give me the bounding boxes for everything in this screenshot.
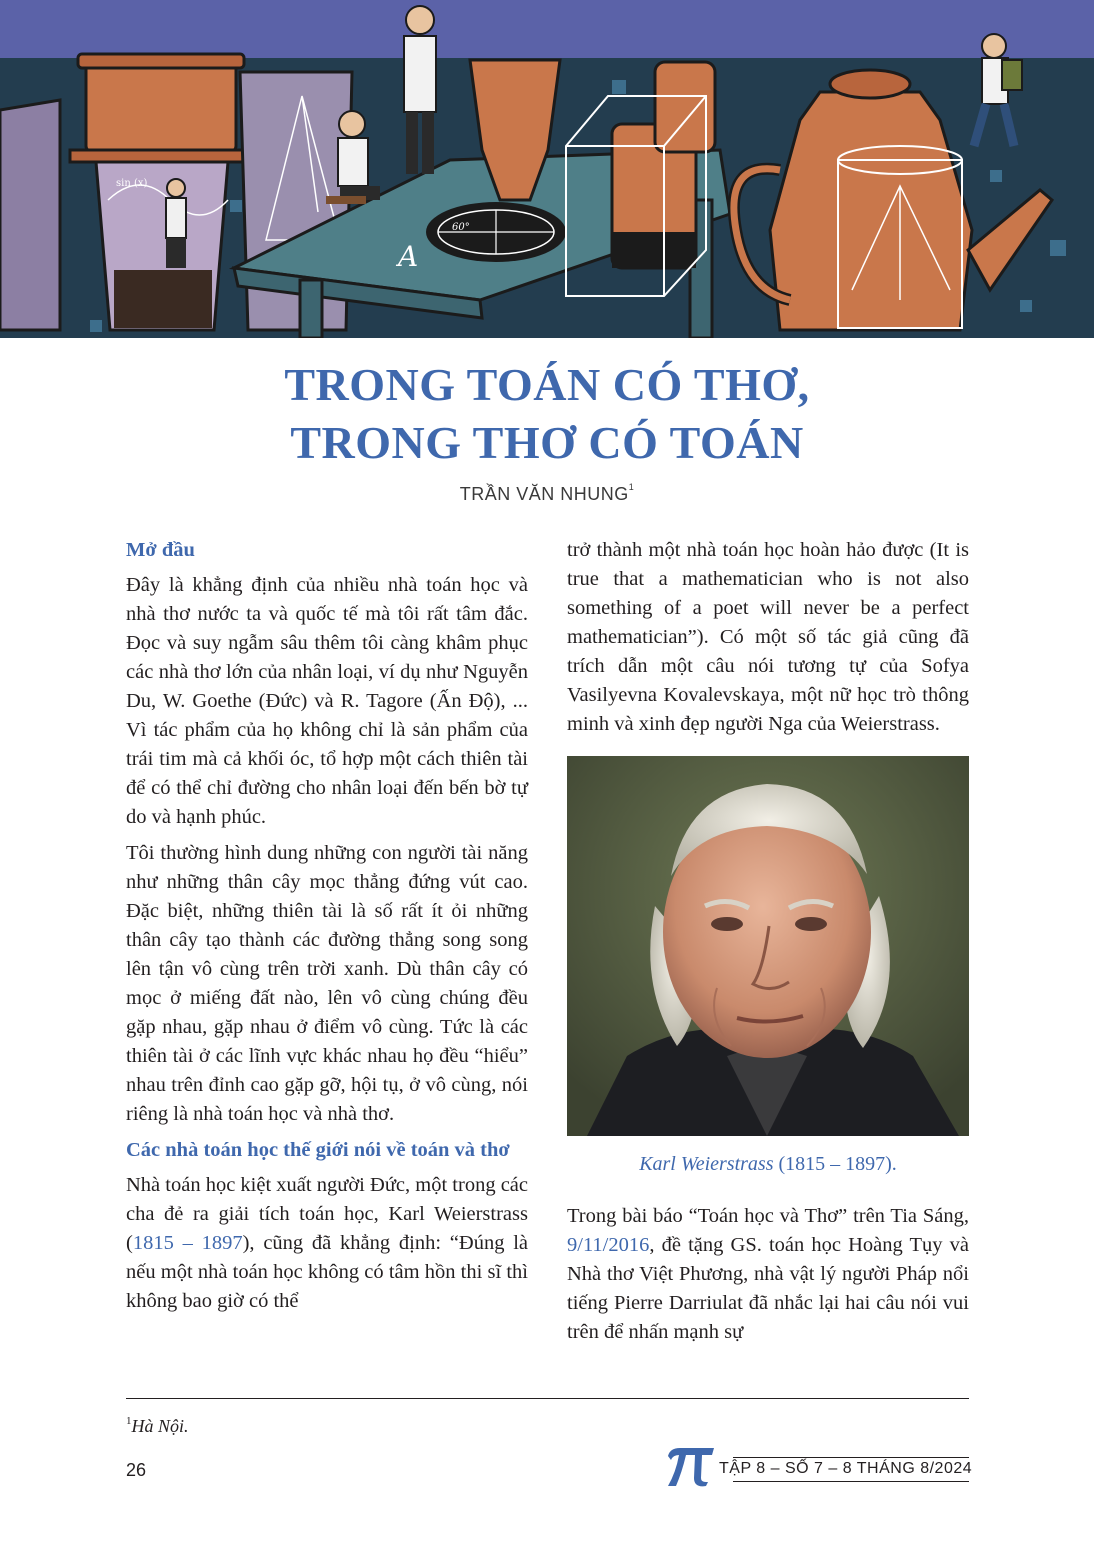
tia-sang-paragraph: [567, 1202, 969, 1347]
weierstrass-portrait: [567, 756, 969, 1136]
issue-rule-top: [733, 1457, 969, 1458]
footnote-text: Hà Nội.: [131, 1416, 189, 1436]
weierstrass-text-b: ), cũng đã khẳng định: “Đúng là nếu một nhà toán học không có tâm hồn thi sĩ thì không bao giờ có thể: [126, 1232, 529, 1312]
pi-logo-icon: [664, 1444, 716, 1488]
article-title: [0, 356, 1094, 472]
section-heading-intro: Mở đầu: [126, 539, 195, 561]
quote-continuation-paragraph: trở thành một nhà toán học hoàn hảo được (It is true that a mathematician who is not also something of a poet will never be a perfect mathematician”). Có một số tác giả cũng đã trích dẫn một câu nói tương tự của Sofya Vasilyevna Kovalevskaya, một nữ học trò thông minh và xinh đẹp người Nga của Weierstrass.: [567, 539, 969, 735]
tia-sang-text-b: , đề tặng GS. toán học Hoàng Tụy và Nhà thơ Việt Phương, nhà vật lý người Pháp nổi tiếng Pierre Darriulat đã nhắc lại hai câu nói vui trên để nhấn mạnh sự: [567, 1234, 969, 1343]
weierstrass-paragraph: [126, 1171, 528, 1316]
right-column: [567, 536, 969, 1354]
portrait-caption: [567, 1150, 969, 1178]
caption-years: (1815 – 1897).: [773, 1153, 897, 1175]
tia-sang-text-a: Trong bài báo “Toán học và Thơ” trên Tia Sáng,: [567, 1205, 969, 1227]
left-column: [126, 536, 528, 1323]
intro-paragraph-2: Tôi thường hình dung những con người tài năng như những thân cây mọc thẳng đứng vút cao. Đặc biệt, những thiên tài là số rất ít ỏi những thân cây tạo thành các đường thẳng song song lên tận vô cùng trên trời xanh. Dù thân cây có mọc ở miếng đất nào, lên vô cùng chúng đều gặp nhau, gặp nhau ở điểm vô cùng. Tức là các thiên tài ở các lĩnh vực khác nhau họ đều “hiểu” nhau trên đỉnh cao gặp gỡ, hội tụ, ở vô cùng, nói riêng là nhà toán học và nhà thơ.: [126, 842, 528, 1125]
weierstrass-text-a: Nhà toán học kiệt xuất người Đức, một trong các cha đẻ ra giải tích toán học, Karl Weierstrass (: [126, 1174, 528, 1254]
page-number: 26: [126, 1460, 147, 1480]
intro-paragraph-1: Đây là khẳng định của nhiều nhà toán học và nhà thơ nước ta và quốc tế mà tôi rất tâm đắc. Đọc và suy ngẫm sâu thêm tôi càng khâm phục các nhà thơ lớn của nhân loại, ví dụ như Nguyễn Du, W. Goethe (Đức) và R. Tagore (Ấn Độ), ... Vì tác phẩm của họ không chỉ là sản phẩm của trái tim mà cả khối óc, tổ hợp một cách thiên tài để có thể chỉ đường cho nhân loại đến bến bờ tự do và hạnh phúc.: [126, 574, 528, 828]
author-name: TRẦN VĂN NHUNG: [459, 484, 629, 504]
footnote: [126, 1416, 189, 1437]
years-link[interactable]: 1815 – 1897: [132, 1232, 243, 1254]
title-line-2: TRONG THƠ CÓ TOÁN: [290, 417, 804, 468]
date-link[interactable]: 9/11/2016: [567, 1234, 650, 1256]
issue-info: TẬP 8 – SỐ 7 – 8 THÁNG 8/2024: [719, 1460, 973, 1477]
svg-text:A: A: [398, 240, 419, 273]
section-heading-mathematicians: Các nhà toán học thế giới nói về toán và thơ: [126, 1139, 510, 1161]
header-illustration: [0, 0, 1094, 338]
footnote-mark: 1: [126, 1415, 132, 1427]
svg-text:60°: 60°: [452, 222, 470, 233]
svg-text:sin (x): sin (x): [116, 178, 148, 189]
author-byline: [0, 484, 1094, 505]
issue-rule-bottom: [733, 1481, 969, 1482]
author-footnote-mark: 1: [628, 482, 635, 492]
caption-name: Karl Weierstrass: [639, 1153, 774, 1175]
footnote-divider: [126, 1398, 969, 1399]
title-line-1: TRONG TOÁN CÓ THƠ,: [284, 359, 810, 410]
